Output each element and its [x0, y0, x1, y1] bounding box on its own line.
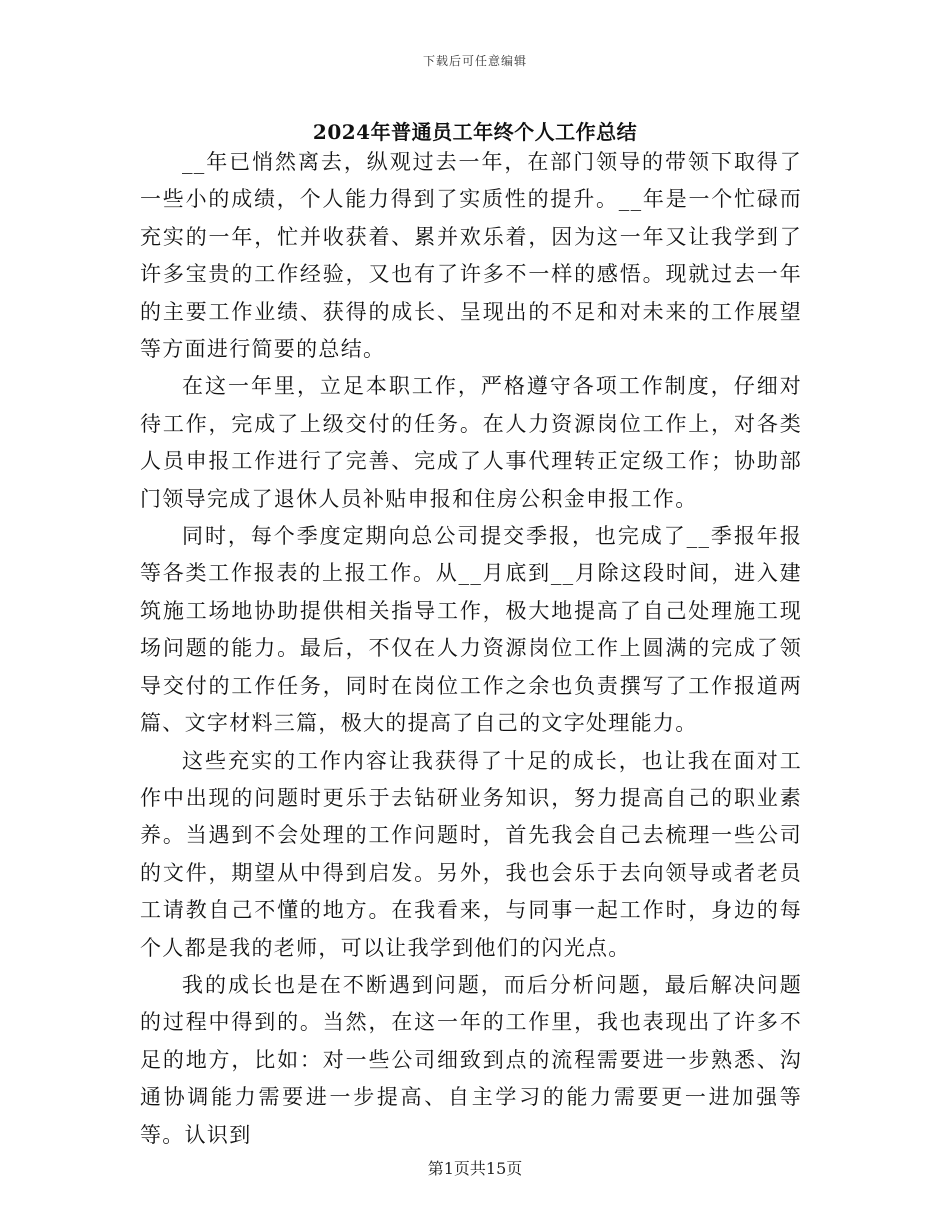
page-header-note: 下载后可任意编辑	[422, 54, 527, 68]
paragraph-reports: 同时，每个季度定期向总公司提交季报，也完成了__季报年报等各类工作报表的上报工作。从__月底到__月除这段时间，进入建筑施工场地协助提供相关指导工作，极大地提高了自己处理施工现场问题的能力。最后，不仅在人力资源岗位工作上圆满的完成了领导交付的工作任务，同时在岗位工作之余也负责撰写了工作报道两篇、文字材料三篇，极大的提高了自己的文字处理能力。	[140, 524, 802, 736]
page-number: 第1页共15页	[427, 1159, 523, 1178]
paragraph-duties: 在这一年里，立足本职工作，严格遵守各项工作制度，仔细对待工作，完成了上级交付的任务。在人力资源岗位工作上，对各类人员申报工作进行了完善、完成了人事代理转正定级工作；协助部门领导完成了退休人员补贴申报和住房公积金申报工作。	[140, 374, 802, 511]
document-body	[140, 144, 802, 1154]
document-title: 2024年普通员工年终个人工作总结	[312, 120, 638, 144]
paragraph-intro: __年已悄然离去，纵观过去一年，在部门领导的带领下取得了一些小的成绩，个人能力得到了实质性的提升。__年是一个忙碌而充实的一年，忙并收获着、累并欢乐着，因为这一年又让我学到了许多宝贵的工作经验，又也有了许多不一样的感悟。现就过去一年的主要工作业绩、获得的成长、呈现出的不足和对未来的工作展望等方面进行简要的总结。	[140, 150, 802, 362]
paragraph-shortcomings: 我的成长也是在不断遇到问题，而后分析问题，最后解决问题的过程中得到的。当然，在这一年的工作里，我也表现出了许多不足的地方，比如：对一些公司细致到点的流程需要进一步熟悉、沟通协调能力需要进一步提高、自主学习的能力需要更一进加强等等。认识到	[140, 972, 802, 1147]
paragraph-growth: 这些充实的工作内容让我获得了十足的成长，也让我在面对工作中出现的问题时更乐于去钻研业务知识，努力提高自己的职业素养。当遇到不会处理的工作问题时，首先我会自己去梳理一些公司的文件，期望从中得到启发。另外，我也会乐于去向领导或者老员工请教自己不懂的地方。在我看来，与同事一起工作时，身边的每个人都是我的老师，可以让我学到他们的闪光点。	[140, 748, 802, 960]
